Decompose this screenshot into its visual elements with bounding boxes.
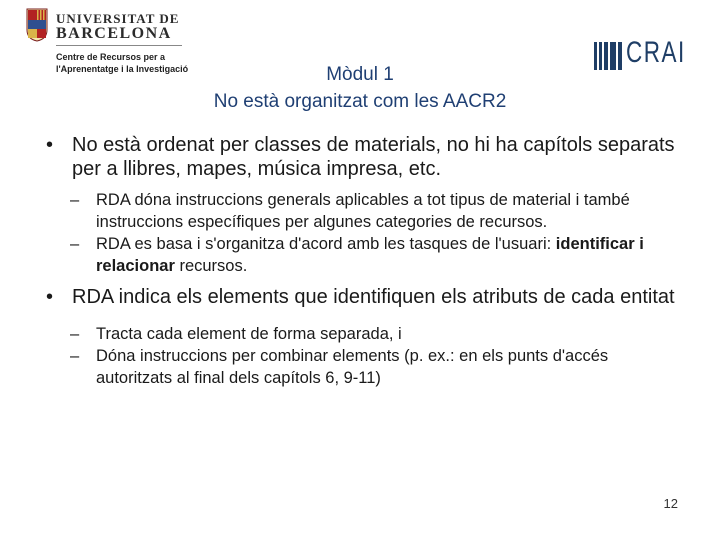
sub-bullet-item — [46, 189, 686, 233]
bullet-icon: • — [46, 134, 54, 156]
university-name-line2: BARCELONA — [56, 25, 172, 42]
bullet-item — [46, 285, 686, 309]
sub-bullet-text: RDA dóna instruccions generals aplicables a tot tipus de material i també instruccions específiques per algunes categories de recursos. — [96, 191, 630, 231]
bullet-text: RDA indica els elements que identifiquen els atributs de cada entitat — [72, 286, 675, 308]
crai-name-line1: Centre de Recursos per a — [56, 52, 166, 62]
sub-bullet-text: RDA es basa i s'organitza d'acord amb les tasques de l'usuari: — [96, 235, 556, 253]
sub-bullet-bold-text: identificar i relacionar — [96, 235, 644, 275]
dash-icon: – — [70, 191, 80, 209]
sub-bullet-item — [46, 233, 686, 277]
sub-bullet-item — [46, 345, 686, 389]
slide-title: No està organitzat com les AACR2 — [213, 91, 507, 112]
sub-bullet-text-end: recursos. — [174, 257, 248, 275]
bullet-text: No està ordenat per classes de materials, no hi ha capítols separats per a llibres, mapes, música impresa, etc. — [72, 134, 675, 180]
sub-bullet-text: Dóna instruccions per combinar elements (p. ex.: en els punts d'accés autoritzats al final dels capítols 6, 9-11) — [96, 347, 609, 387]
dash-icon: – — [70, 235, 80, 253]
logo-divider — [56, 45, 182, 46]
sub-bullet-text: Tracta cada element de forma separada, i — [96, 325, 402, 343]
bullet-item — [46, 133, 686, 181]
dash-icon: – — [70, 325, 80, 343]
slide-title-module: Mòdul 1 — [326, 64, 394, 85]
sub-bullet-item — [46, 323, 686, 345]
university-shield-icon — [26, 8, 48, 42]
page-number: 12 — [663, 496, 678, 511]
crai-name-line2: l'Aprenentatge i la Investigació — [56, 64, 189, 74]
dash-icon: – — [70, 347, 80, 365]
crai-logo-text: CRAI — [626, 36, 686, 69]
university-name-line1: UNIVERSITAT DE — [56, 11, 180, 26]
slide-content — [46, 133, 686, 389]
bullet-icon: • — [46, 286, 54, 308]
